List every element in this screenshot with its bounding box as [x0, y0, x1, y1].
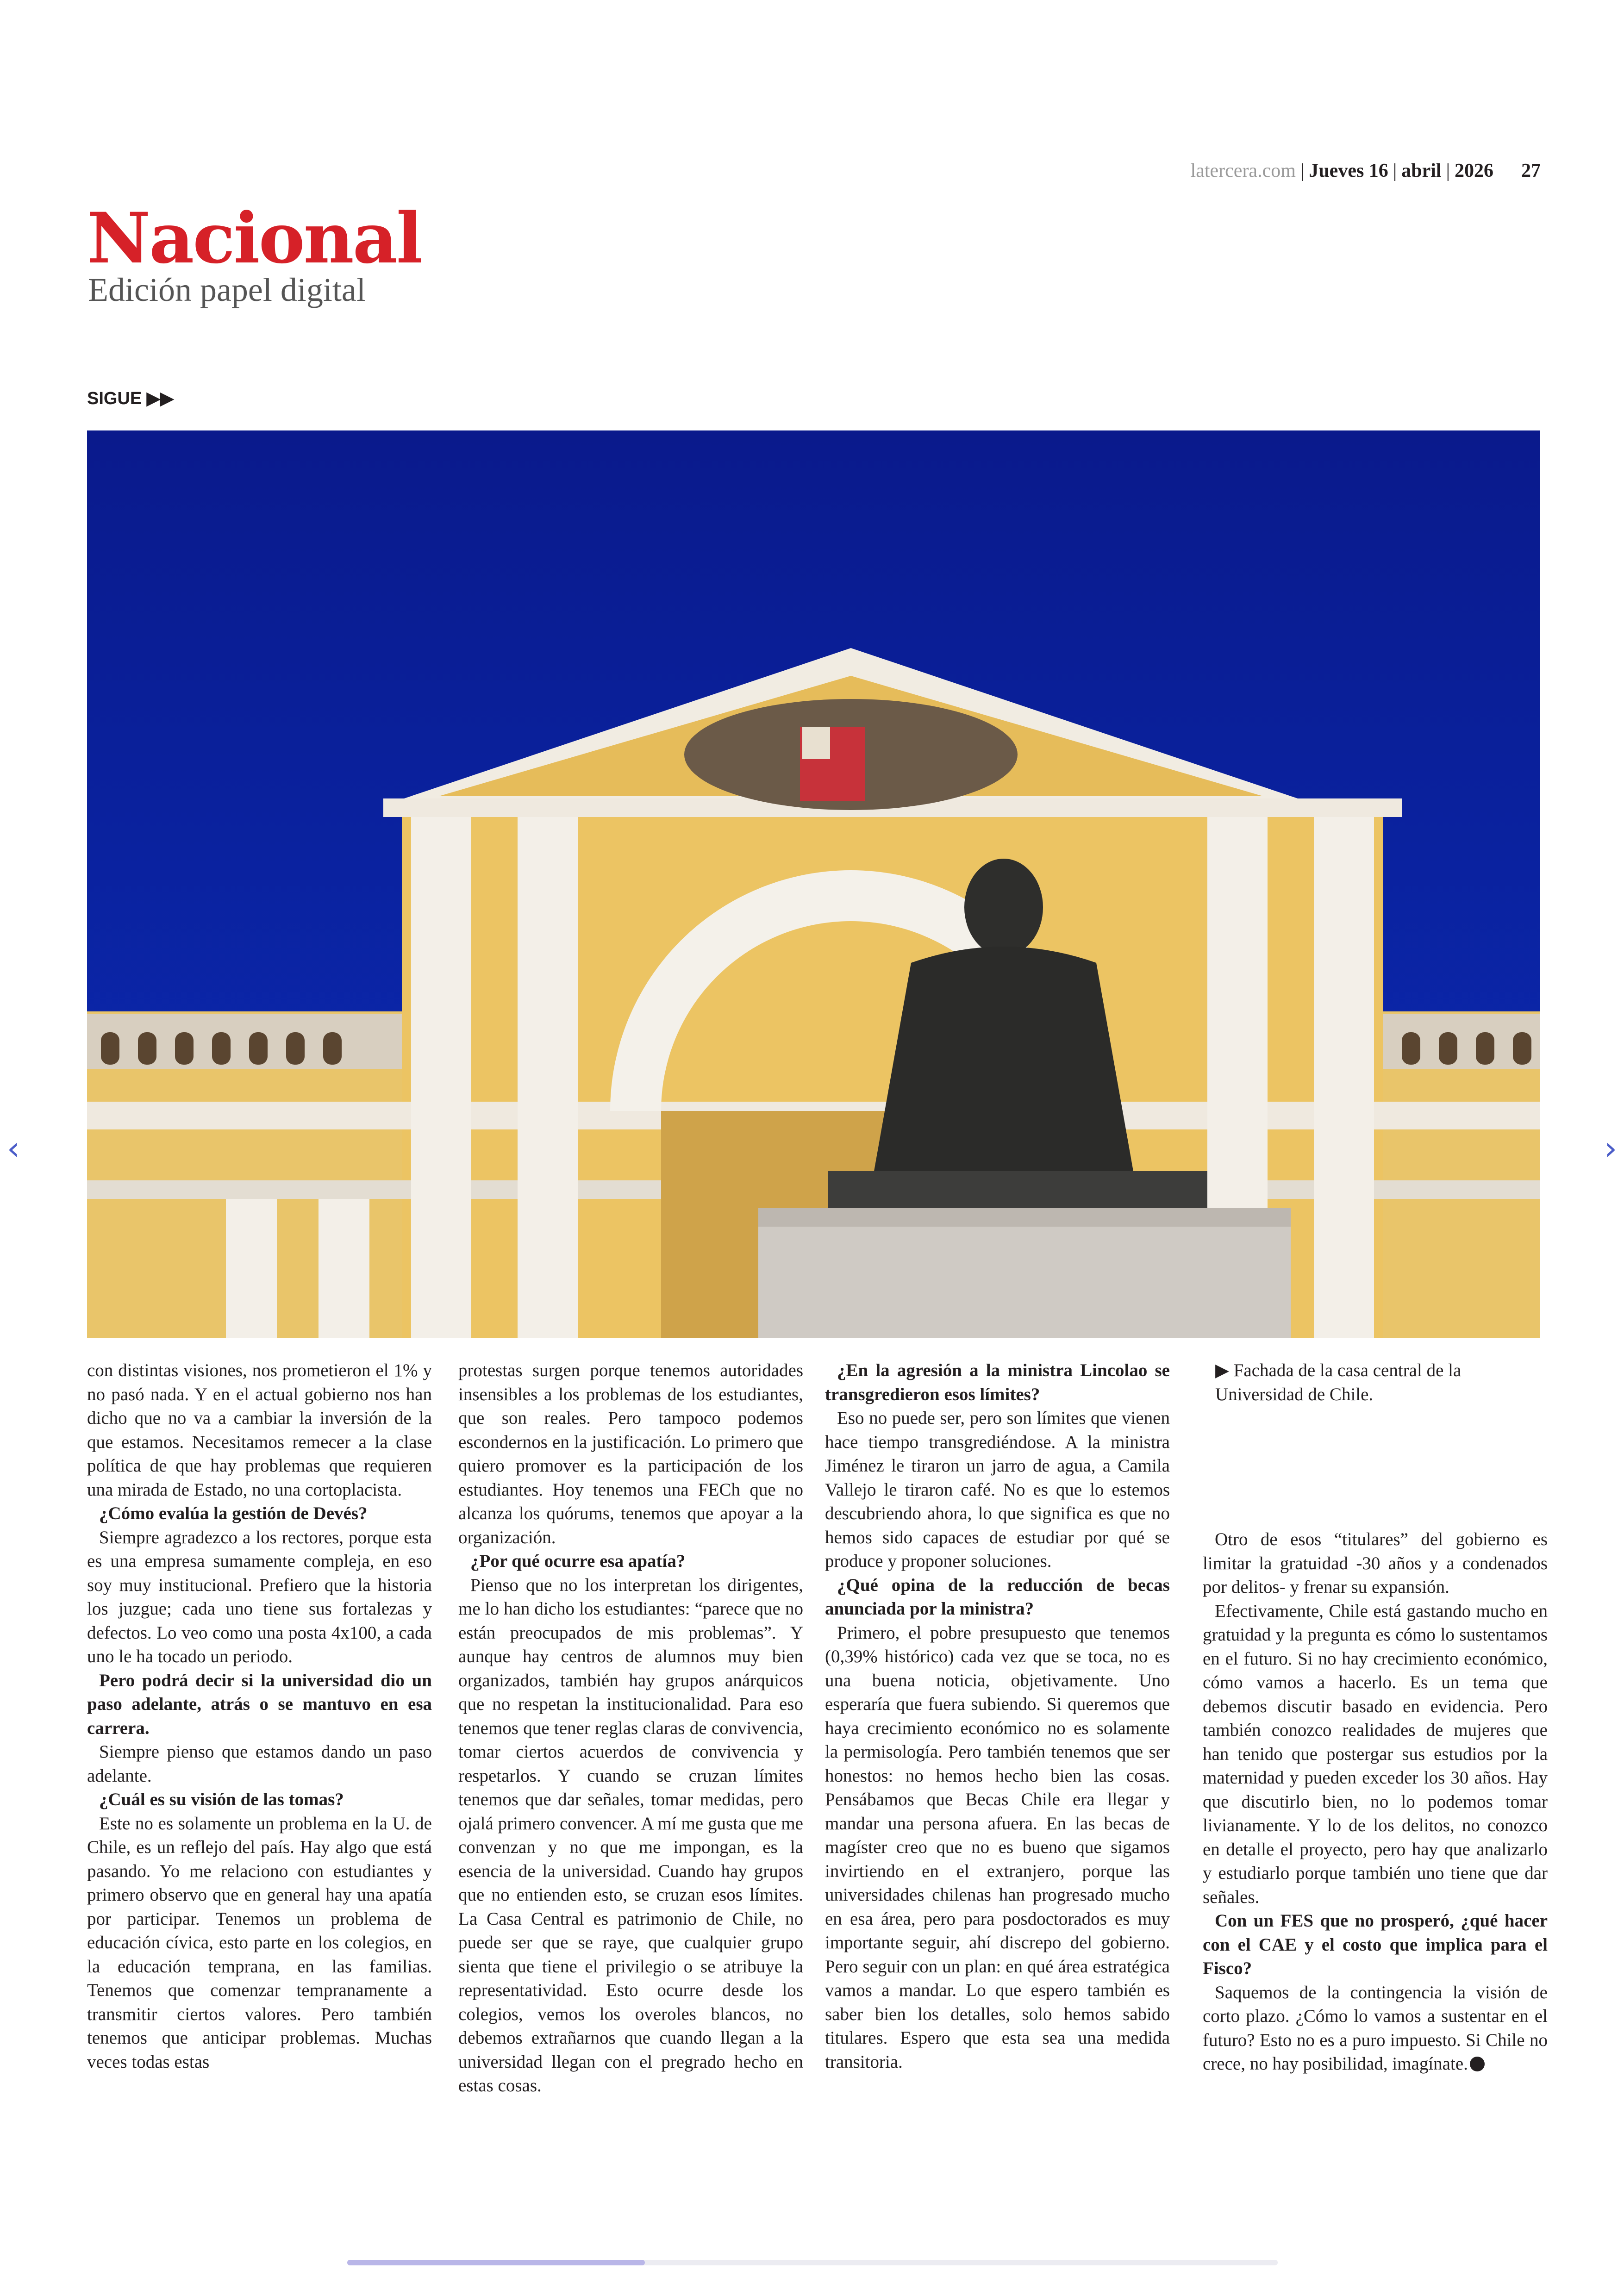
paragraph: Eso no puede ser, pero son límites que vienen hace tiempo transgrediéndose. A la ministra Jiménez le tiraron un jarro de agua, a Camila Vallejo le tiraron café. No es que lo estemos descubriendo ahora, lo que significa es que no hemos sido capaces de estudiar por qué se produce y proponer soluciones.: [825, 1408, 1170, 1571]
divider: |: [1300, 160, 1305, 181]
article-column-4: [1203, 1528, 1548, 2076]
page-header-meta: [1191, 160, 1541, 182]
paragraph-final: [1203, 1981, 1548, 2076]
paragraph: Primero, el pobre presupuesto que tenemos (0,39% histórico) cada vez que se toca, no es una buena noticia, objetivamente. Uno esperaría que fuera subiendo. Si queremos que haya crecimiento económico no es solamente la permisología. Pero también tenemos que ser honestos: no hemos hecho bien las cosas. Pensábamos que Becas Chile era llegar y mandar una persona afuera. En las becas de magíster creo que no es bueno que sigamos invirtiendo en el extranjero, porque las universidades chilenas han progresado mucho en esa área, pero para posdoctorados es muy importante seguir, ahí discrepo del gobierno. Pero seguir con un plan: en qué área estratégica vamos a mandar. Lo que espero también es saber bien los detalles, solo hemos sabido titulares. Espero que esta sea una medida transitoria.: [825, 1622, 1170, 2072]
end-mark-icon: [1470, 2057, 1485, 2071]
chevron-left-icon[interactable]: ‹: [7, 1129, 20, 1167]
article-photo: [87, 430, 1540, 1338]
paragraph: Pienso que no los interpretan los dirigentes, me lo han dicho los estudiantes: “parece que no están preocupados de mis problemas”. Y aunque hay centros de alumnos muy bien organizados, también hay grupos anárquicos que no respetan la institucionalidad. Para eso tenemos que tener reglas claras de convivencia, tomar ciertos acuerdos de convivencia y respetarlos. Y cuando se cruzan límites tenemos que dar señales, tomar medidas, pero ojalá primero convencer. A mí me gusta que me convenzan y no que me impongan, es la esencia de la universidad. Cuando hay grupos que no entienden esto, se cruzan esos límites. La Casa Central es patrimonio de Chile, no puede ser que se raye, que cualquier grupo sienta que tiene el privilegio o se atribuye la representatividad. Esto ocurre desde los colegios, vemos los overoles blancos, no debemos extrañarnos que cuando llegan a la universidad llegan con el pregrado hecho en estas cosas.: [458, 1575, 803, 2095]
question: ¿En la agresión a la ministra Lincolao se transgredieron esos límites?: [825, 1360, 1170, 1404]
question: ¿Cuál es su visión de las tomas?: [99, 1790, 344, 1809]
question: ¿Por qué ocurre esa apatía?: [470, 1551, 686, 1571]
continues-label: SIGUE ▶▶: [87, 389, 174, 408]
divider: |: [1446, 160, 1450, 181]
page-number: 27: [1521, 160, 1541, 181]
site-name[interactable]: latercera.com: [1190, 160, 1296, 181]
paragraph: Siempre agradezco a los rectores, porque esta es una empresa sumamente compleja, en eso soy muy institucional. Prefiero que la historia los juzgue; cada uno tiene sus fortalezas y defectos. Lo veo como una posta 4x100, a cada uno le ha tocado un periodo.: [87, 1527, 432, 1666]
chevron-right-icon[interactable]: ›: [1604, 1129, 1617, 1167]
paragraph: con distintas visiones, nos prometieron el 1% y no pasó nada. Y en el actual gobierno nos han dicho que no va a cambiar la inversión de la que estamos. Necesitamos remecer a la clase política de que hay problemas que requieren una mirada de Estado, no una cortoplacista.: [87, 1360, 432, 1500]
date-month: abril: [1401, 160, 1442, 181]
photo-caption: ▶ Fachada de la casa central de la Universidad de Chile.: [1215, 1360, 1462, 1404]
date-day: Jueves 16: [1309, 160, 1388, 181]
article-column-3: [825, 1359, 1170, 2074]
paragraph: Saquemos de la contingencia la visión de corto plazo. ¿Cómo lo vamos a sustentar en el futuro? Esto no es a puro impuesto. Si Chile no crece, no hay posibilidad, imagínate.: [1203, 1982, 1548, 2074]
horizontal-scrollbar[interactable]: [347, 2260, 1278, 2265]
article-column-1: [87, 1359, 432, 2074]
divider: |: [1393, 160, 1397, 181]
article-column-2: [458, 1359, 803, 2098]
section-title: Nacional: [87, 198, 421, 279]
date-year: 2026: [1455, 160, 1493, 181]
question: ¿Cómo evalúa la gestión de Devés?: [99, 1503, 368, 1523]
scrollbar-thumb[interactable]: [347, 2260, 645, 2265]
question: Con un FES que no prosperó, ¿qué hacer con el CAE y el costo que implica para el Fisco?: [1203, 1911, 1548, 1978]
paragraph: Este no es solamente un problema en la U. de Chile, es un reflejo del país. Hay algo que está pasando. Yo me relaciono con estudiantes y primero observo que en general hay una apatía por participar. Tenemos un problema de educación cívica, esto parte en los colegios, en la educación temprana, en las familias. Tenemos que comenzar tempranamente a transmitir ciertos valores. Pero también tenemos que anticipar problemas. Muchas veces todas estas: [87, 1813, 432, 2072]
question: Pero podrá decir si la universidad dio un paso adelante, atrás o se mantuvo en esa carrera.: [87, 1670, 432, 1738]
question: ¿Qué opina de la reducción de becas anunciada por la ministra?: [825, 1575, 1170, 1619]
paragraph: Efectivamente, Chile está gastando mucho en gratuidad y la pregunta es cómo lo sustentamos en el futuro. Si no hay crecimiento económico, cómo vamos a hacerlo. Es un tema que debemos discutir basado en evidencia. Pero también conozco realidades de mujeres que han tenido que postergar sus estudios por la maternidad y pueden exceder los 30 años. Hay que discutirlo bien, no lo podemos tomar livianamente. Y lo de los delitos, no conozco en detalle el proyecto, pero hay que analizarlo y estudiarlo porque también uno tiene que dar señales.: [1203, 1601, 1548, 1907]
paragraph: protestas surgen porque tenemos autoridades insensibles a los problemas de los estudiantes, que son reales. Pero tampoco podemos escondernos en la justificación. Lo primero que quiero promover es la participación de los estudiantes. Hoy tenemos una FECh que no alcanza los quórums, tenemos que apoyar a la organización.: [458, 1360, 803, 1547]
paragraph: Siempre pienso que estamos dando un paso adelante.: [87, 1742, 432, 1786]
section-subtitle: Edición papel digital: [88, 271, 366, 308]
paragraph: Otro de esos “titulares” del gobierno es limitar la gratuidad -30 años y a condenados por delitos- y frenar su expansión.: [1203, 1529, 1548, 1597]
